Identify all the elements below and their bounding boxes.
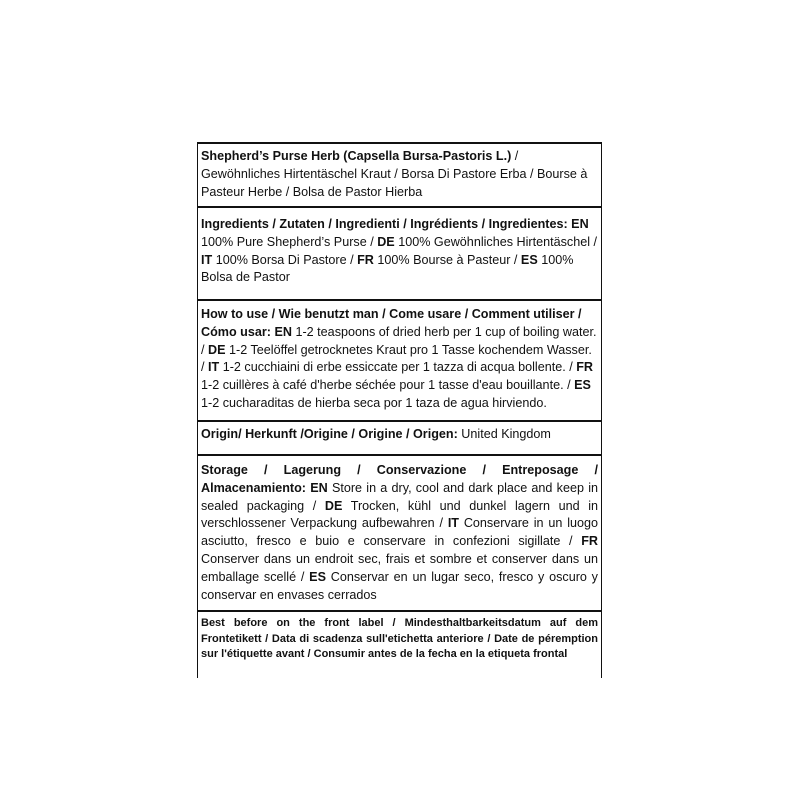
storage-it-text: Conservare in un luogo asciutto, fresco e buio e conservare in confezioni sigillate / bbox=[201, 516, 599, 549]
origin-value: United Kingdom bbox=[457, 427, 551, 441]
how-to-use-de-code: DE bbox=[208, 342, 226, 357]
storage-heading: Storage / Lagerung / Conservazione / Entreposage / Almacenamiento: bbox=[201, 463, 598, 495]
storage-fr-text: Conserver dans un endroit sec, frais et sombre et conserver dans un emballage scellé / bbox=[201, 551, 598, 584]
ingredients-fr-text: 100% Bourse à Pasteur / bbox=[373, 252, 521, 267]
how-to-use-section bbox=[201, 306, 598, 413]
product-label bbox=[197, 142, 602, 678]
ingredients-en-text: 100% Pure Shepherd’s Purse / bbox=[201, 234, 378, 249]
product-title-translations: / Gewöhnliches Hirtentäschel Kraut / Borsa Di Pastore Erba / Bourse à Pasteur Herbe / Bolsa de Pastor Hierba bbox=[201, 149, 588, 199]
product-title-section bbox=[201, 148, 598, 201]
origin-section bbox=[201, 426, 598, 444]
storage-section bbox=[201, 462, 598, 604]
divider-3 bbox=[198, 420, 601, 422]
ingredients-it-code: IT bbox=[201, 252, 213, 267]
storage-en-code: EN bbox=[310, 480, 328, 495]
product-title-bold: Shepherd’s Purse Herb (Capsella Bursa-Pastoris L.) bbox=[201, 149, 512, 163]
how-to-use-fr-code: FR bbox=[576, 360, 594, 375]
storage-es-code: ES bbox=[309, 569, 326, 584]
storage-fr-code: FR bbox=[581, 534, 598, 549]
ingredients-de-text: 100% Gewöhnliches Hirtentäschel / bbox=[394, 234, 598, 249]
how-to-use-es-code: ES bbox=[574, 378, 591, 393]
how-to-use-it-code: IT bbox=[208, 360, 220, 375]
ingredients-it-text: 100% Borsa Di Pastore / bbox=[212, 252, 358, 267]
ingredients-heading: Ingredients / Zutaten / Ingredienti / Ingrédients / Ingredientes: bbox=[201, 217, 568, 231]
how-to-use-de-text: 1-2 Teelöffel getrocknetes Kraut pro 1 Tasse kochendem Wasser. / bbox=[201, 342, 592, 375]
divider-4 bbox=[198, 454, 601, 456]
storage-de-code: DE bbox=[324, 498, 343, 513]
best-before-text: Best before on the front label / Mindesthaltbarkeitsdatum auf dem Frontetikett / Data di scadenza sull'etichetta anteriore / Date de péremption sur l'étiquette avant / Consumir antes de la fecha en la etiqueta frontal bbox=[201, 617, 598, 660]
ingredients-en-code: EN bbox=[571, 217, 589, 231]
storage-es-text: Conservar en un lugar seco, fresco y oscuro y conservar en envases cerrados bbox=[201, 569, 598, 602]
divider-5 bbox=[198, 610, 601, 612]
storage-en-text: Store in a dry, cool and dark place and keep in sealed packaging / bbox=[201, 480, 598, 513]
ingredients-es-code: ES bbox=[520, 252, 538, 267]
how-to-use-en-code: EN bbox=[274, 324, 292, 339]
how-to-use-heading: How to use / Wie benutzt man / Come usare / Comment utiliser / Cómo usar: bbox=[201, 307, 582, 339]
divider-1 bbox=[198, 206, 601, 208]
how-to-use-fr-text: 1-2 cuillères à café d'herbe séchée pour 1 tasse d'eau bouillante. / bbox=[201, 378, 575, 393]
how-to-use-es-text: 1-2 cucharaditas de hierba seca por 1 taza de agua hirviendo. bbox=[201, 395, 547, 410]
how-to-use-en-text: 1-2 teaspoons of dried herb per 1 cup of boiling water. / bbox=[201, 324, 597, 357]
ingredients-section bbox=[201, 216, 598, 287]
ingredients-fr-code: FR bbox=[357, 252, 374, 267]
how-to-use-it-text: 1-2 cucchiaini di erbe essiccate per 1 tazza di acqua bollente. / bbox=[219, 360, 577, 375]
storage-de-text: Trocken, kühl und dunkel lagern und in verschlossener Verpackung aufbewahren / bbox=[201, 498, 598, 531]
ingredients-de-code: DE bbox=[377, 234, 395, 249]
storage-it-code: IT bbox=[447, 516, 460, 531]
best-before-section bbox=[201, 616, 598, 663]
divider-2 bbox=[198, 299, 601, 301]
ingredients-es-text: 100% Bolsa de Pastor bbox=[201, 252, 574, 285]
origin-heading: Origin/ Herkunft /Origine / Origine / Origen: bbox=[201, 427, 458, 441]
